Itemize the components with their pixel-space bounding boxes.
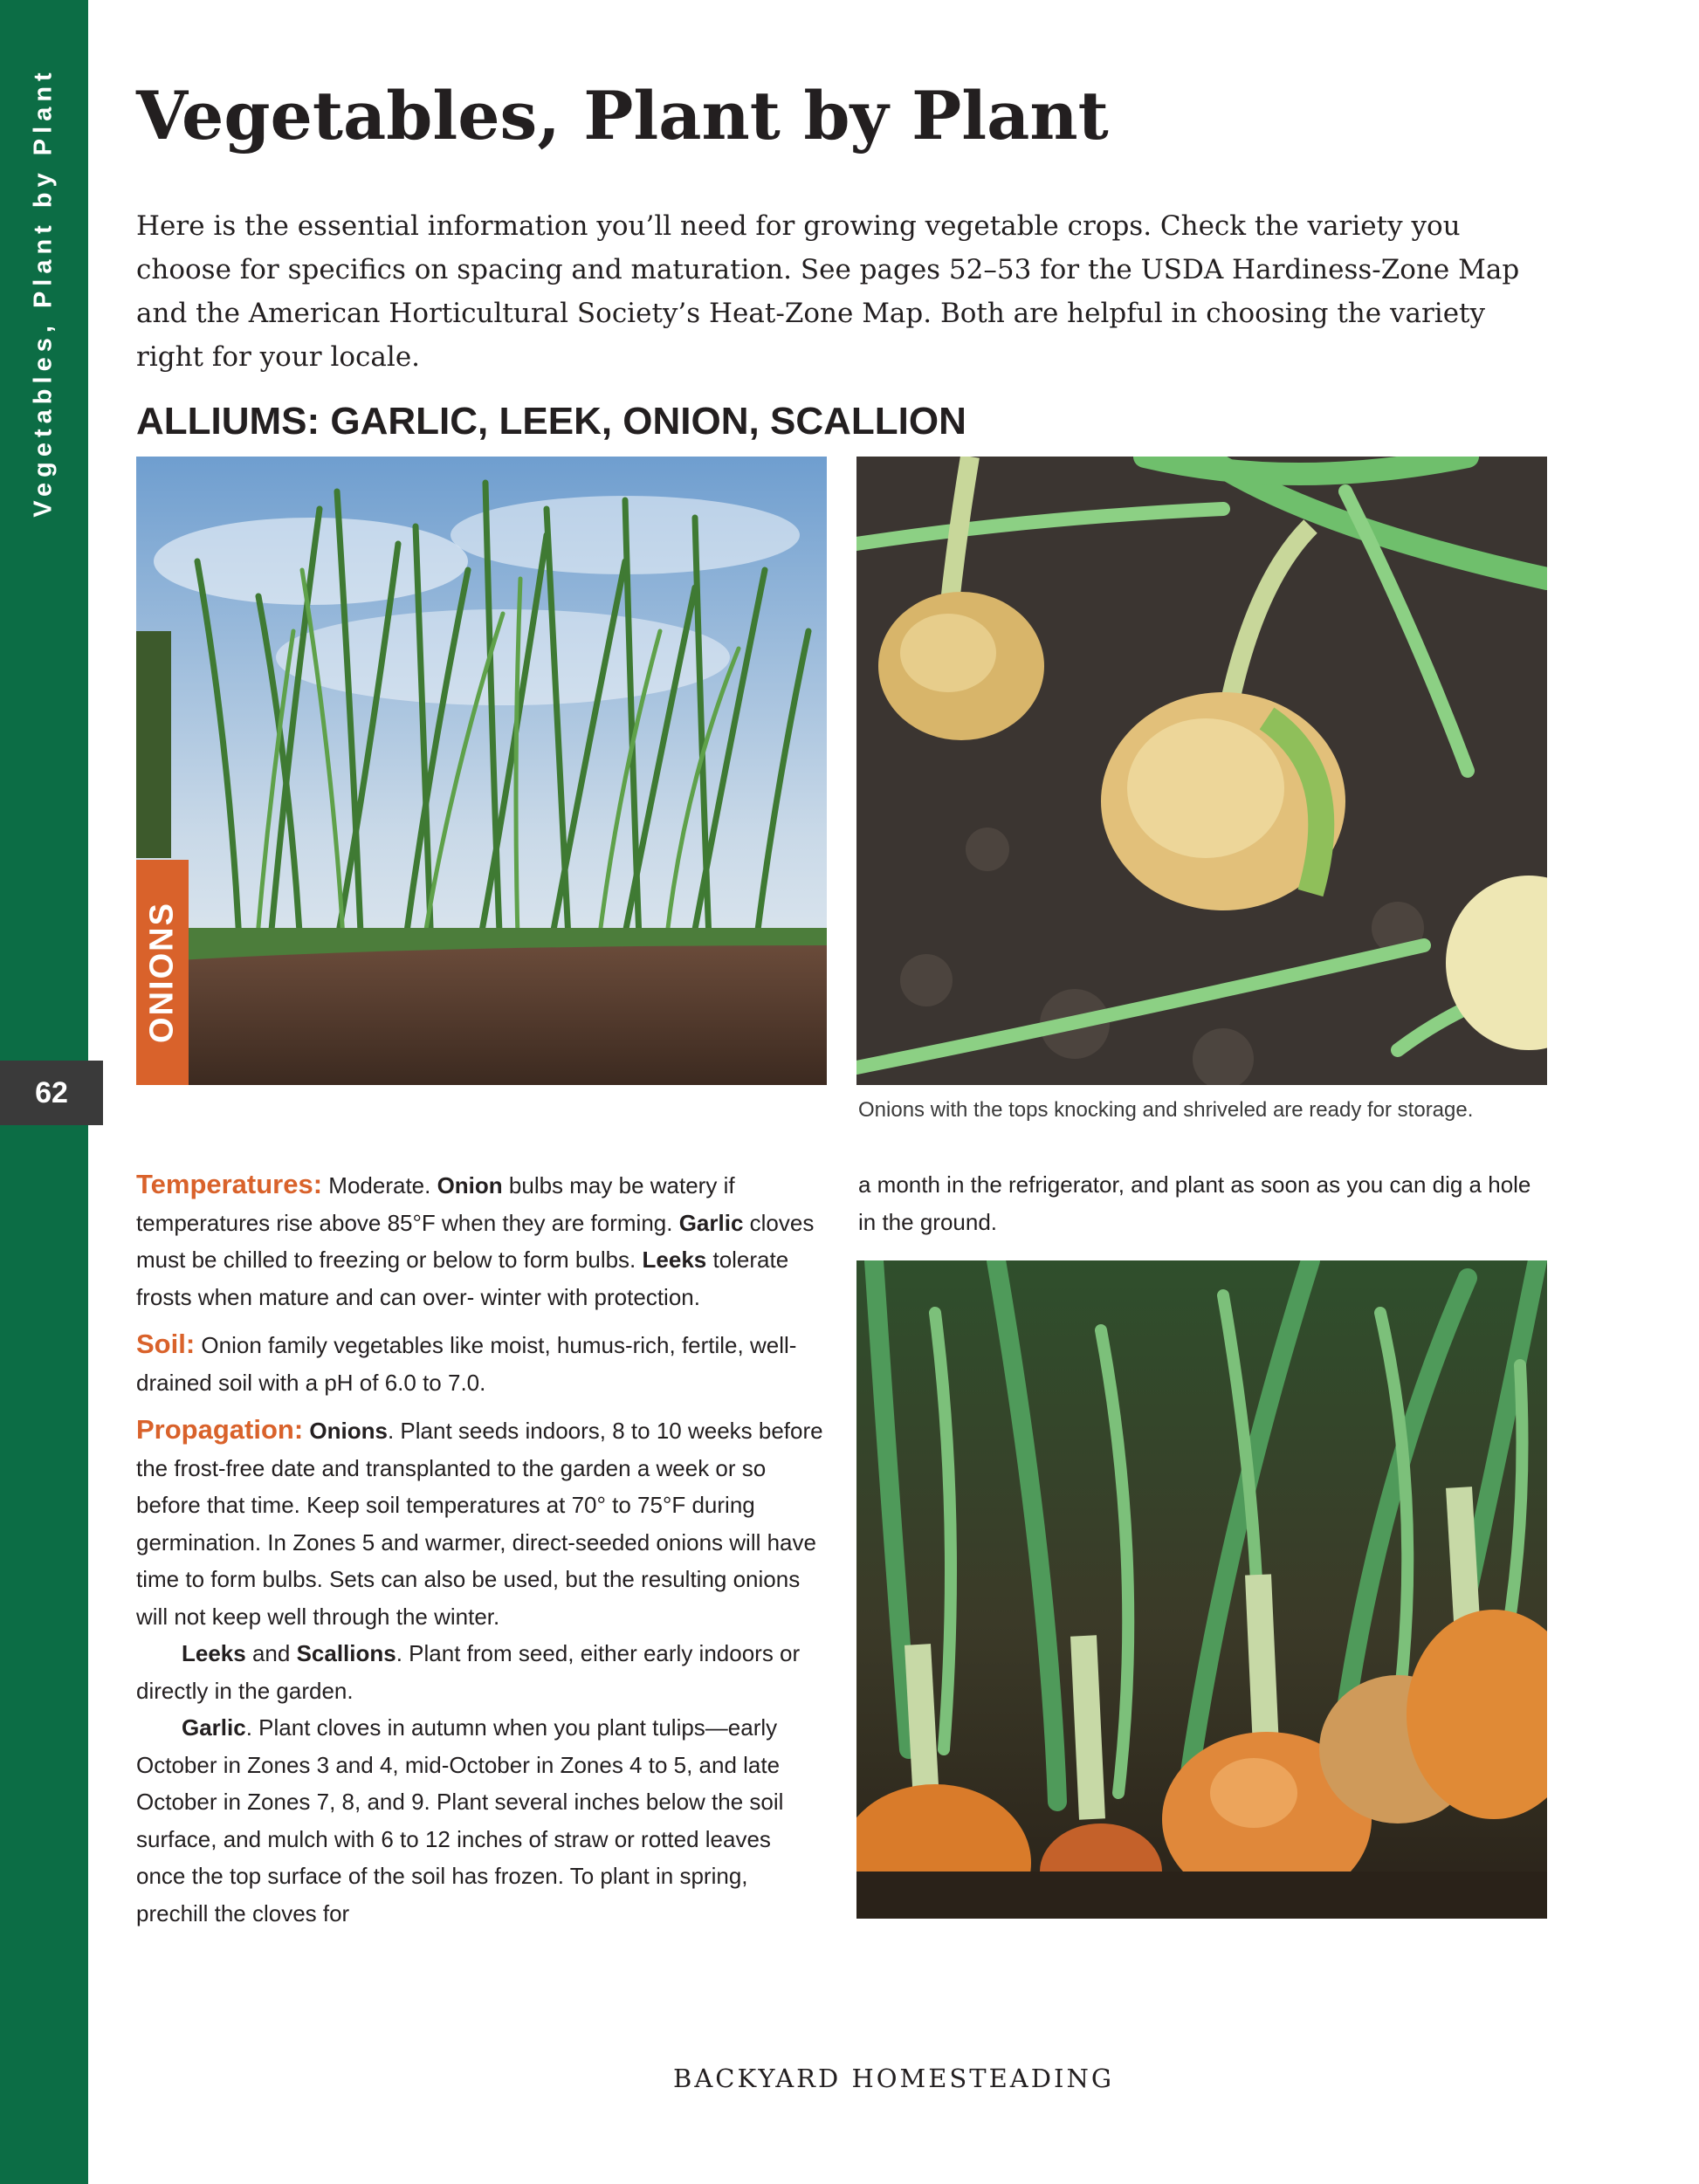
onion-bulbs-closeup-photo xyxy=(856,1260,1547,1919)
garlic-propagation-text: . Plant cloves in autumn when you plant tulips—early October in Zones 3 and 4, mid-October in Zones 4 to 5, and late October in Zones 7, 8, and 9. Plant several inches below the soil surface, and mulch with 6 to 12 inches of straw or rotted leaves once the top surface of the soil has frozen. To plant in spring, prechill the cloves for xyxy=(136,1714,784,1926)
leeks-heading: Leeks xyxy=(182,1640,246,1666)
left-text-column xyxy=(136,1166,826,1932)
and-text: and xyxy=(245,1640,297,1666)
garlic-term: Garlic xyxy=(678,1209,744,1236)
leeks-paragraph xyxy=(136,1635,826,1709)
temperatures-text-3: cloves must be chilled to freezing or below to form bulbs. xyxy=(136,1209,815,1273)
scallions-heading: Scallions xyxy=(296,1640,396,1666)
soil-paragraph xyxy=(136,1326,826,1401)
photo-caption: Onions with the tops knocking and shriveled are ready for storage. xyxy=(858,1098,1474,1122)
temperatures-paragraph xyxy=(136,1166,826,1315)
section-heading: ALLIUMS: GARLIC, LEEK, ONION, SCALLION xyxy=(136,400,966,443)
temperatures-text-1: Moderate. xyxy=(322,1172,437,1198)
soil-lead: Soil: xyxy=(136,1329,196,1359)
page-title: Vegetables, Plant by Plant xyxy=(136,77,1109,155)
temperatures-text-4: tolerate frosts when mature and can over- winter with protection. xyxy=(136,1247,789,1310)
temperatures-text-2: bulbs may be watery if temperatures rise above 85°F when they are forming. xyxy=(136,1172,735,1236)
onions-propagation-text: . Plant seeds indoors, 8 to 10 weeks before the frost-free date and transplanted to the garden a week or so before that time. Keep soil temperatures at 70° to 75°F during germination. In Zones 5 and warmer, direct-seeded onions will have time to form bulbs. Sets can also be used, but the resulting onions will not keep well through the winter. xyxy=(136,1418,823,1630)
propagation-lead: Propagation: xyxy=(136,1414,304,1445)
onions-term: Onions xyxy=(309,1418,388,1444)
soil-text: Onion family vegetables like moist, humus-rich, fertile, well-drained soil with a pH of 6.0 to 7.0. xyxy=(136,1332,797,1396)
intro-paragraph: Here is the essential information you’ll need for growing vegetable crops. Check the variety you choose for specifics on spacing and maturation. See pages 52–53 for the USDA Hardiness-Zone Map and the American Horticultural Society’s Heat-Zone Map. Both are helpful in choosing the variety right for your locale. xyxy=(136,210,1520,373)
right-column-text: a month in the refrigerator, and plant as soon as you can dig a hole in the ground. xyxy=(858,1171,1531,1235)
garlic-paragraph xyxy=(136,1709,826,1932)
onions-label-text: ONIONS xyxy=(143,902,181,1043)
leeks-propagation-text: . Plant from seed, either early indoors or directly in the garden. xyxy=(136,1640,801,1704)
onions-label xyxy=(136,860,189,1085)
leeks-term: Leeks xyxy=(642,1247,707,1273)
onion-bulbs-soil-photo xyxy=(856,457,1547,1085)
page-number: 62 xyxy=(0,1061,103,1125)
onion-field-photo xyxy=(136,457,827,1085)
footer-book-title: BACKYARD HOMESTEADING xyxy=(673,2064,1114,2093)
temperatures-lead: Temperatures: xyxy=(136,1169,323,1199)
garlic-heading: Garlic xyxy=(182,1714,246,1741)
onion-term: Onion xyxy=(437,1172,503,1198)
sidebar-title: Vegetables, Plant by Plant xyxy=(29,67,58,518)
propagation-paragraph xyxy=(136,1411,826,1635)
